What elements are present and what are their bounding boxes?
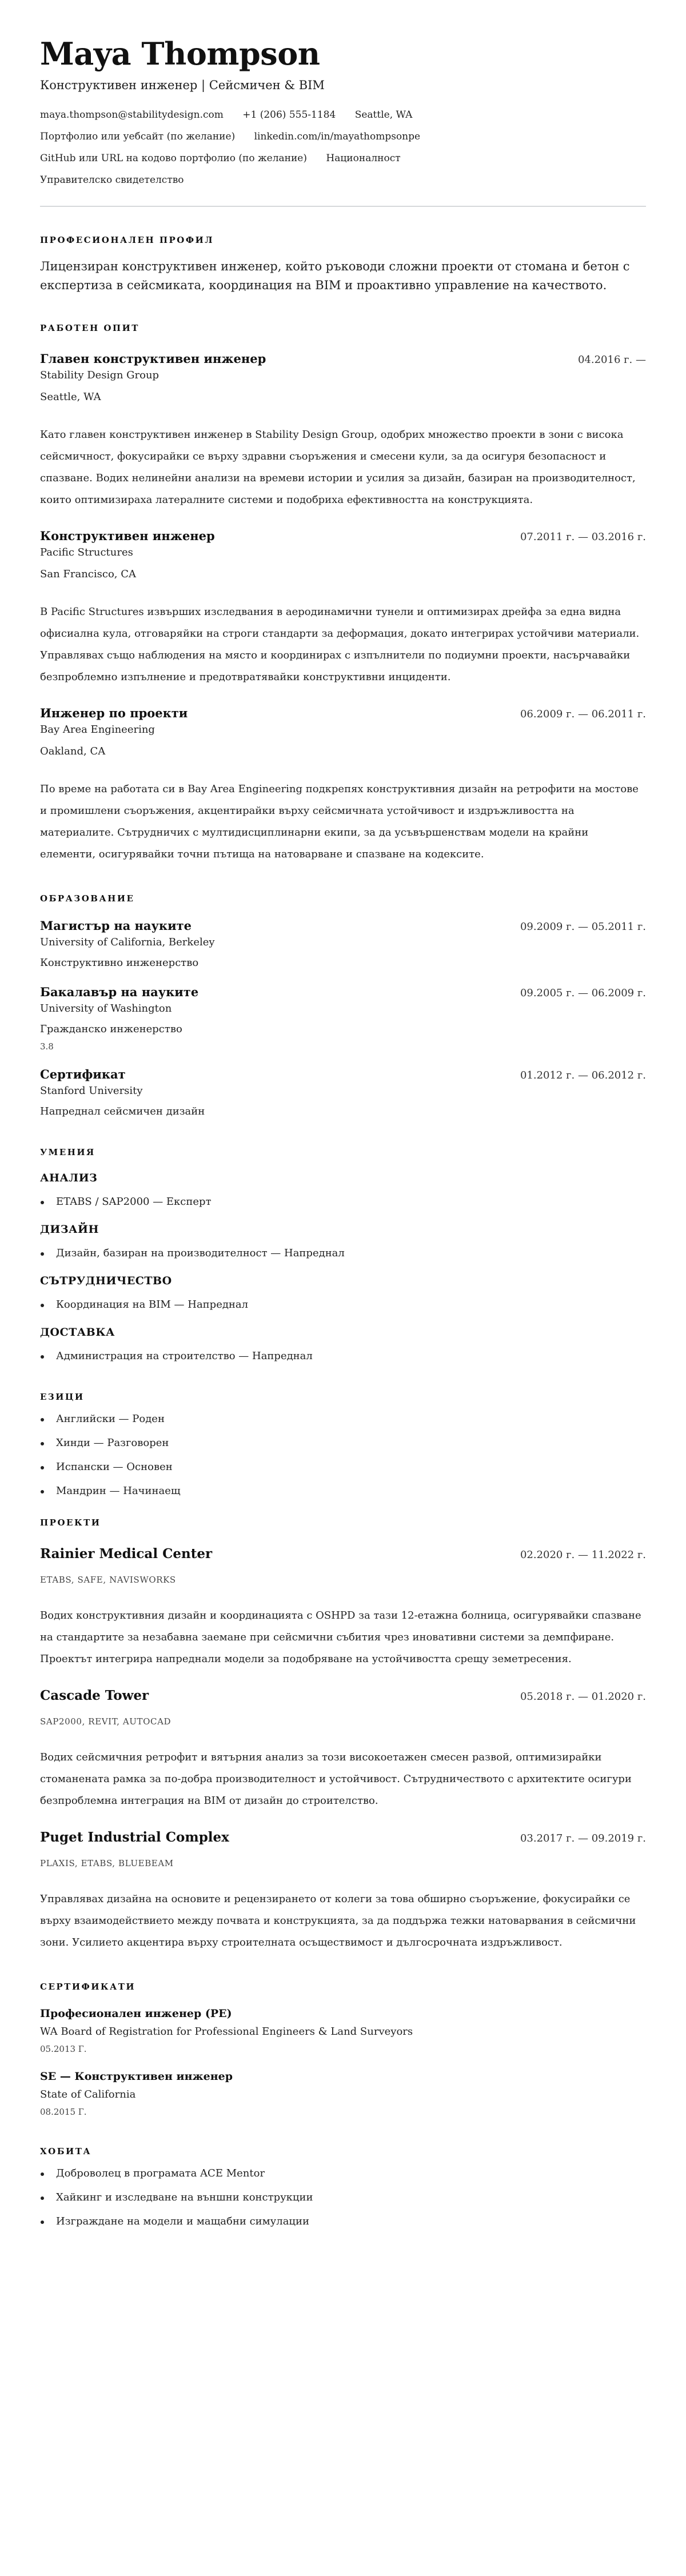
job-title: Инженер по проекти: [40, 706, 188, 720]
contact-license: Управителско свидетелство: [40, 174, 184, 186]
projects-section: [40, 1517, 646, 1954]
company-name: Stability Design Group: [40, 369, 159, 381]
candidate-headline: Конструктивен инженер | Сейсмичен & BIM: [40, 78, 325, 92]
project-name: Puget Industrial Complex: [40, 1830, 229, 1845]
experience-entry: [40, 705, 646, 865]
contact-row: [40, 130, 646, 143]
project-entry: [40, 1829, 646, 1954]
contact-github[interactable]: GitHub или URL на кодово портфолио (по желание): [40, 153, 307, 164]
project-dates: 05.2018 г. — 01.2020 г.: [520, 1691, 646, 1703]
skill-item: ETABS / SAP2000 — Експерт: [40, 1195, 646, 1209]
project-tools: PLAXIS, ETABS, BLUEBEAM: [40, 1858, 174, 1868]
school-name: University of Washington: [40, 1003, 172, 1015]
language-item: Испански — Основен: [40, 1460, 646, 1475]
certification-name: Професионален инженер (PE): [40, 2007, 232, 2020]
job-description: В Pacific Structures извърших изследвания в аеродинамични тунели и оптимизирах дрейфа за една видна офисиална кула, отговаряйки на строги стандарти за деформация, докато интегрирах устойчиви материали. Управлявах също наблюдения на място и координирах с изпълнители по подиумни проекти, насърчавайки безпроблемно изпълнение и предотвратявайки конструктивни инциденти.: [40, 606, 640, 683]
education-dates: 09.2005 г. — 06.2009 г.: [520, 987, 646, 999]
skill-group-title: СЪТРУДНИЧЕСТВО: [40, 1275, 172, 1287]
project-dates: 02.2020 г. — 11.2022 г.: [520, 1549, 646, 1561]
profile-section: [40, 234, 646, 295]
contact-row: [40, 152, 646, 165]
project-description: Управлявах дизайна на основите и рецензирането от колеги за това обширно съоръжение, фокусирайки се върху взаимодействието между почвата и конструкцията, за да поддържа тежки натоварвания в сейсмични зони. Усилието акцентира върху строителната осъществимост и дългосрочната издръжливост.: [40, 1893, 636, 1948]
skill-group-title: АНАЛИЗ: [40, 1172, 98, 1184]
contact-nationality: Националност: [326, 153, 401, 164]
header-divider: [40, 206, 646, 207]
contact-linkedin[interactable]: linkedin.com/in/mayathompsonpe: [254, 131, 421, 142]
experience-entry: [40, 528, 646, 688]
hobby-item: Доброволец в програмата ACE Mentor: [40, 2166, 646, 2181]
education-dates: 09.2009 г. — 05.2011 г.: [520, 921, 646, 933]
project-description: Водих конструктивния дизайн и координацията с OSHPD за тази 12-етажна болница, осигурявайки спазване на стандартите за незабавна заемане при сейсмични събития чрез иновативни системи за демпфиране. Проектът интегрира напреднали модели за подобряване на устойчивостта срещу земетресения.: [40, 1609, 641, 1665]
degree-title: Сертификат: [40, 1067, 126, 1081]
resume-header: [40, 35, 646, 207]
language-item: Мандрин — Начинаещ: [40, 1484, 646, 1499]
job-description: Като главен конструктивен инженер в Stability Design Group, одобрих множество проекти в зони с висока сейсмичност, фокусирайки се върху здравни съоръжения и смесени кули, за да осигуря безопасност и спазване. Водих нелинейни анализи на времеви истории и усилия за дизайн, базиран на производителност, които оптимизираха латералните системи и подобриха ефективността на конструкцията.: [40, 429, 636, 506]
project-description: Водих сейсмичния ретрофит и вятърния анализ за този високоетажен смесен развой, оптимизирайки стоманената рамка за по-добра производителност и устойчивост. Сътрудничеството с архитектите осигури безпроблемна интеграция на BIM от дизайн до строителство.: [40, 1751, 632, 1807]
section-title: ПРОФЕСИОНАЛЕН ПРОФИЛ: [40, 235, 214, 245]
school-name: Stanford University: [40, 1085, 143, 1097]
experience-section: [40, 322, 646, 865]
languages-section: [40, 1391, 646, 1499]
contact-row: [40, 174, 646, 186]
field-of-study: Конструктивно инженерство: [40, 957, 199, 969]
contact-info: [40, 109, 646, 186]
job-location: San Francisco, CA: [40, 568, 137, 580]
section-title: ЕЗИЦИ: [40, 1392, 85, 1402]
section-title: ХОБИТА: [40, 2146, 92, 2156]
school-name: University of California, Berkeley: [40, 936, 215, 948]
project-dates: 03.2017 г. — 09.2019 г.: [520, 1832, 646, 1844]
field-of-study: Напреднал сейсмичен дизайн: [40, 1105, 205, 1117]
hobbies-list: [40, 2166, 646, 2229]
skill-group: [40, 1222, 646, 1261]
project-name: Cascade Tower: [40, 1688, 149, 1703]
skills-section: [40, 1147, 646, 1364]
project-tools: ETABS, SAFE, NAVISWORKS: [40, 1575, 176, 1585]
contact-portfolio[interactable]: Портфолио или уебсайт (по желание): [40, 131, 236, 142]
degree-title: Магистър на науките: [40, 918, 192, 933]
section-title: ОБРАЗОВАНИЕ: [40, 893, 135, 904]
section-title: РАБОТЕН ОПИТ: [40, 323, 139, 333]
section-title: ПРОЕКТИ: [40, 1517, 101, 1528]
project-name: Rainier Medical Center: [40, 1546, 213, 1561]
skill-item: Координация на BIM — Напреднал: [40, 1297, 646, 1312]
certifications-section: [40, 1981, 646, 2118]
job-location: Oakland, CA: [40, 745, 106, 757]
hobbies-section: [40, 2146, 646, 2229]
education-section: [40, 893, 646, 1119]
project-entry: [40, 1545, 646, 1670]
field-of-study: Гражданско инженерство: [40, 1023, 182, 1035]
certification-name: SE — Конструктивен инженер: [40, 2070, 233, 2083]
contact-email[interactable]: maya.thompson@stabilitydesign.com: [40, 109, 224, 121]
contact-row: [40, 109, 646, 121]
education-dates: 01.2012 г. — 06.2012 г.: [520, 1069, 646, 1081]
education-entry: [40, 1067, 646, 1119]
certification-date: 05.2013 Г.: [40, 2044, 87, 2054]
skill-group-title: ДОСТАВКА: [40, 1326, 115, 1339]
job-title: Главен конструктивен инженер: [40, 352, 266, 366]
job-location: Seattle, WA: [40, 391, 101, 403]
certification-entry: [40, 2069, 646, 2118]
project-tools: SAP2000, REVIT, AUTOCAD: [40, 1716, 172, 1727]
job-description: По време на работата си в Bay Area Engineering подкрепях конструктивния дизайн на ретрофити на мостове и промишлени съоръжения, акцентирайки върху сейсмичната устойчивост и издръжливостта на материалите. Сътрудничих с мултидисциплинарни екипи, за да усъвършенствам модели на крайни елементи, осигурявайки точни пътища на натоварване и спазване на кодексите.: [40, 783, 639, 860]
job-title: Конструктивен инженер: [40, 529, 215, 543]
job-dates: 04.2016 г. —: [577, 354, 646, 366]
company-name: Bay Area Engineering: [40, 724, 155, 736]
skill-group: [40, 1273, 646, 1312]
languages-list: [40, 1412, 646, 1499]
language-item: Английски — Роден: [40, 1412, 646, 1427]
gpa-value: 3.8: [40, 1041, 54, 1052]
hobby-item: Хайкинг и изследване на външни конструкции: [40, 2190, 646, 2205]
project-entry: [40, 1687, 646, 1812]
company-name: Pacific Structures: [40, 546, 133, 558]
skill-group: [40, 1325, 646, 1364]
language-item: Хинди — Разговорен: [40, 1436, 646, 1451]
job-dates: 07.2011 г. — 03.2016 г.: [520, 531, 646, 543]
certification-issuer: WA Board of Registration for Professional Engineers & Land Surveyors: [40, 2026, 413, 2038]
section-title: СЕРТИФИКАТИ: [40, 1982, 136, 1992]
skill-item: Администрация на строителство — Напреднал: [40, 1349, 646, 1364]
job-dates: 06.2009 г. — 06.2011 г.: [520, 708, 646, 720]
profile-summary: Лицензиран конструктивен инженер, който ръководи сложни проекти от стомана и бетон с експертиза в сейсмиката, координация на BIM и проактивно управление на качеството.: [40, 259, 630, 292]
experience-entry: [40, 351, 646, 511]
certification-entry: [40, 2006, 646, 2055]
education-entry: [40, 984, 646, 1053]
certification-issuer: State of California: [40, 2088, 136, 2100]
education-entry: [40, 918, 646, 971]
candidate-name: Maya Thompson: [40, 35, 320, 72]
contact-location: Seattle, WA: [354, 109, 413, 121]
degree-title: Бакалавър на науките: [40, 985, 199, 999]
skill-item: Дизайн, базиран на производителност — Напреднал: [40, 1246, 646, 1261]
section-title: УМЕНИЯ: [40, 1147, 95, 1157]
hobby-item: Изграждане на модели и мащабни симулации: [40, 2214, 646, 2229]
contact-phone[interactable]: +1 (206) 555-1184: [242, 109, 336, 121]
certification-date: 08.2015 Г.: [40, 2107, 87, 2117]
skill-group-title: ДИЗАЙН: [40, 1223, 99, 1236]
skill-group: [40, 1171, 646, 1209]
